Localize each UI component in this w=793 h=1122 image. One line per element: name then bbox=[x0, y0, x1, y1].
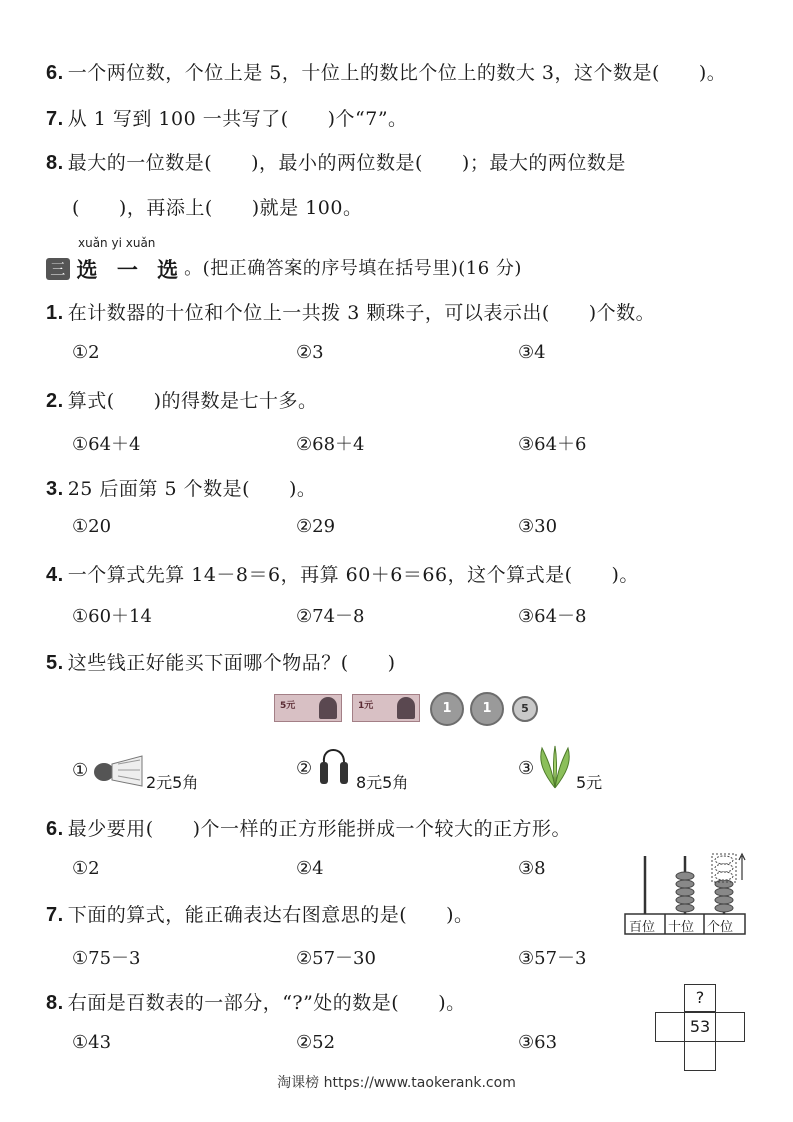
option-b[interactable]: ②4 bbox=[296, 858, 324, 879]
coin-one-yuan: 1 bbox=[430, 692, 464, 726]
question-6 bbox=[46, 814, 571, 841]
item-price: 8元5角 bbox=[356, 773, 409, 792]
section-instruction: 。(把正确答案的序号填在括号里)(16 分) bbox=[184, 258, 522, 279]
question-text: 一个算式先算 14－8＝6，再算 60＋6＝66，这个算式是( )。 bbox=[67, 564, 639, 586]
bill-value: 5元 bbox=[280, 701, 296, 711]
option-c[interactable]: ③63 bbox=[518, 1032, 558, 1053]
abacus-label-tens: 十位 bbox=[668, 920, 695, 935]
hundred-table-left-cell bbox=[655, 1012, 685, 1042]
question-8-top bbox=[46, 148, 626, 175]
five-yuan-bill bbox=[274, 694, 342, 722]
hundred-table-question-cell: ? bbox=[684, 984, 716, 1012]
hundred-table-bottom-cell bbox=[684, 1041, 716, 1071]
question-number: 2. bbox=[46, 390, 64, 412]
question-number: 1. bbox=[46, 302, 64, 324]
question-number: 7. bbox=[46, 904, 64, 926]
question-number: 8. bbox=[46, 152, 64, 174]
option-a[interactable]: ①75－3 bbox=[72, 948, 141, 969]
option-a[interactable]: ①43 bbox=[72, 1032, 112, 1053]
jump-rope-icon bbox=[316, 744, 352, 790]
coin-five-jiao: 5 bbox=[512, 696, 538, 722]
option-c[interactable]: ③8 bbox=[518, 858, 546, 879]
item-price: 5元 bbox=[576, 773, 603, 792]
option-b[interactable]: ②74－8 bbox=[296, 606, 365, 627]
question-number: 6. bbox=[46, 818, 64, 840]
option-c[interactable]: ③64＋6 bbox=[518, 434, 587, 455]
plant-icon bbox=[536, 744, 574, 790]
option-a[interactable]: ①2 bbox=[72, 858, 100, 879]
option-c[interactable]: ③30 bbox=[518, 516, 558, 537]
option-b[interactable]: ②57－30 bbox=[296, 948, 376, 969]
question-8-top-continuation bbox=[72, 193, 362, 220]
question-number: 6. bbox=[46, 62, 64, 84]
question-text: 最大的一位数是( )，最小的两位数是( )；最大的两位数是 bbox=[67, 152, 626, 174]
question-text: 从 1 写到 100 一共写了( )个“7”。 bbox=[67, 108, 408, 130]
money-figure bbox=[270, 688, 550, 732]
question-7-top bbox=[46, 104, 408, 131]
question-text: 一个两位数，个位上是 5，十位上的数比个位上的数大 3，这个数是( )。 bbox=[67, 62, 727, 84]
hundred-table-right-cell bbox=[715, 1012, 745, 1042]
question-number: 5. bbox=[46, 652, 64, 674]
option-a[interactable]: ①20 bbox=[72, 516, 112, 537]
shuttlecock-icon bbox=[92, 752, 144, 788]
option-b[interactable]: ② bbox=[296, 758, 313, 779]
portrait-icon bbox=[319, 697, 337, 719]
bill-value: 1元 bbox=[358, 701, 374, 711]
question-text: ( )，再添上( )就是 100。 bbox=[72, 197, 363, 219]
question-text: 下面的算式，能正确表达右图意思的是( )。 bbox=[67, 904, 474, 926]
question-number: 4. bbox=[46, 564, 64, 586]
option-b[interactable]: ②3 bbox=[296, 342, 324, 363]
question-3 bbox=[46, 474, 316, 501]
hundred-table-center-cell: 53 bbox=[684, 1012, 716, 1042]
option-a[interactable]: ①2 bbox=[72, 342, 100, 363]
section-title: 选 一 选 bbox=[76, 257, 185, 282]
question-8 bbox=[46, 988, 466, 1015]
question-2 bbox=[46, 386, 318, 413]
question-1 bbox=[46, 298, 655, 325]
question-text: 最少要用( )个一样的正方形能拼成一个较大的正方形。 bbox=[67, 818, 572, 840]
option-c[interactable]: ③4 bbox=[518, 342, 546, 363]
coin-one-yuan: 1 bbox=[470, 692, 504, 726]
option-c[interactable]: ③ bbox=[518, 758, 535, 779]
option-a[interactable]: ①64＋4 bbox=[72, 434, 141, 455]
question-text: 算式( )的得数是七十多。 bbox=[67, 390, 318, 412]
question-number: 7. bbox=[46, 108, 64, 130]
one-yuan-bill bbox=[352, 694, 420, 722]
section-badge: 三 bbox=[46, 258, 70, 280]
option-b[interactable]: ②52 bbox=[296, 1032, 336, 1053]
question-text: 在计数器的十位和个位上一共拨 3 颗珠子，可以表示出( )个数。 bbox=[67, 302, 656, 324]
question-5 bbox=[46, 648, 396, 675]
option-c[interactable]: ③64－8 bbox=[518, 606, 587, 627]
section-pinyin: xuǎn yi xuǎn bbox=[78, 236, 156, 250]
question-number: 3. bbox=[46, 478, 64, 500]
option-c[interactable]: ③57－3 bbox=[518, 948, 587, 969]
question-4 bbox=[46, 560, 639, 587]
option-a[interactable]: ① bbox=[72, 760, 89, 781]
portrait-icon bbox=[397, 697, 415, 719]
question-6-top bbox=[46, 58, 726, 85]
option-b[interactable]: ②29 bbox=[296, 516, 336, 537]
footer-watermark: 淘课榜 https://www.taokerank.com bbox=[277, 1075, 516, 1091]
question-text: 右面是百数表的一部分，“?”处的数是( )。 bbox=[67, 992, 466, 1014]
abacus-label-ones: 个位 bbox=[707, 920, 734, 935]
abacus-label-hundreds: 百位 bbox=[629, 920, 656, 935]
question-text: 25 后面第 5 个数是( )。 bbox=[67, 478, 317, 500]
question-text: 这些钱正好能买下面哪个物品？( ) bbox=[67, 652, 396, 674]
item-price: 2元5角 bbox=[146, 773, 199, 792]
question-number: 8. bbox=[46, 992, 64, 1014]
option-b[interactable]: ②68＋4 bbox=[296, 434, 365, 455]
question-7 bbox=[46, 900, 474, 927]
option-a[interactable]: ①60＋14 bbox=[72, 606, 152, 627]
section-header bbox=[46, 254, 522, 284]
